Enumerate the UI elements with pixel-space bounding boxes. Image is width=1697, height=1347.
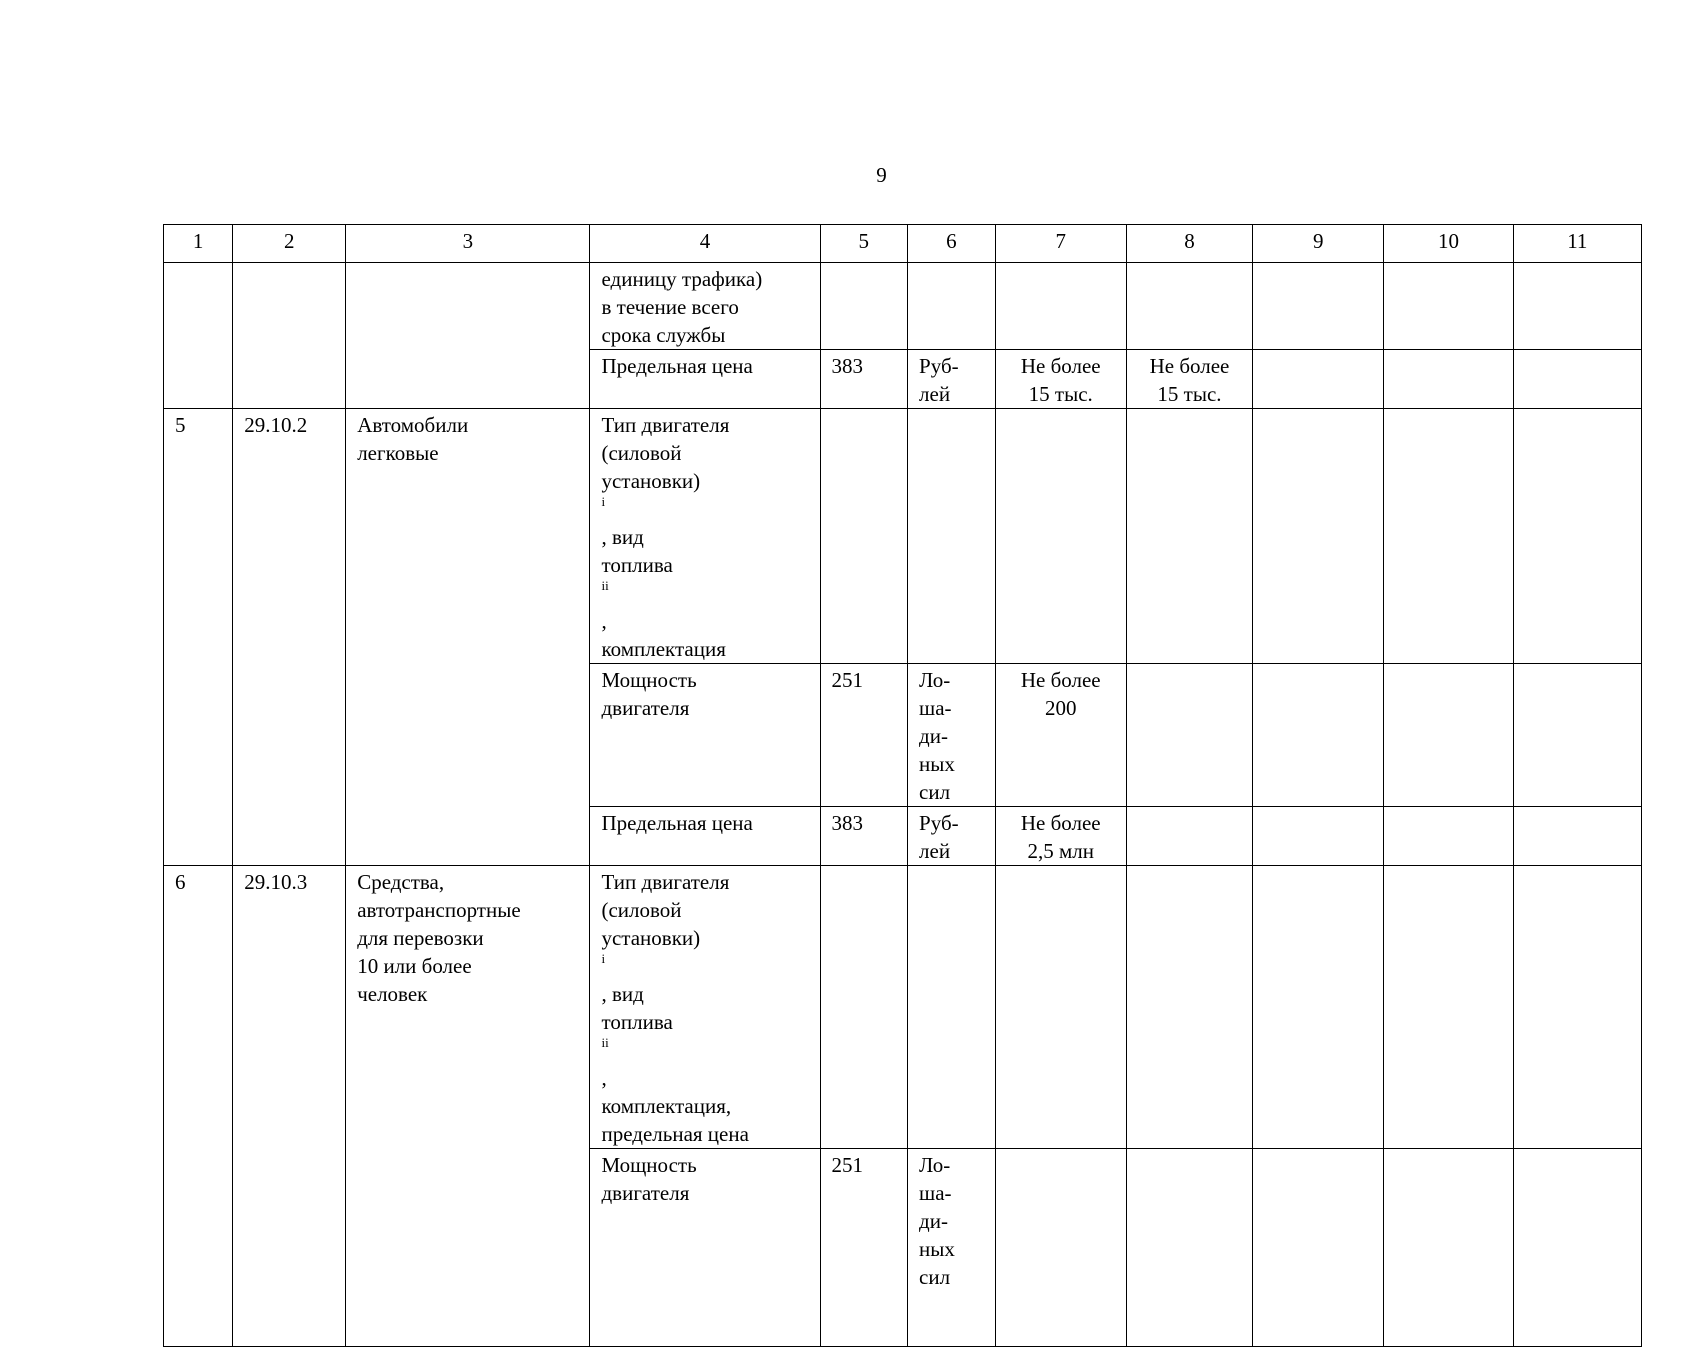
- product-name-cell: Средства, автотранспортные для перевозки 10 или более человек: [346, 866, 590, 1347]
- table-cell: [908, 263, 996, 350]
- header-cell: 4: [590, 225, 820, 263]
- header-cell: 2: [233, 225, 346, 263]
- table-cell: [164, 263, 233, 409]
- table-cell: [908, 409, 996, 664]
- table-cell: [1126, 664, 1252, 807]
- okei-code-cell: 383: [820, 807, 908, 866]
- unit-cell: Ло- ша- ди- ных сил: [908, 664, 996, 807]
- value-cell: Не более 2,5 млн: [995, 807, 1126, 866]
- header-cell: 3: [346, 225, 590, 263]
- table-cell: [1384, 409, 1513, 664]
- unit-cell: Руб- лей: [908, 350, 996, 409]
- table-cell: [1513, 866, 1641, 1149]
- table-cell: [1384, 807, 1513, 866]
- characteristic-cell: Тип двигателя (силовой установки) $^i$ , вид топлива $^{ii}$ , комплектация, предельная цена: [590, 866, 820, 1149]
- characteristic-cell: единицу трафика) в течение всего срока службы: [590, 263, 820, 350]
- table-cell: [1253, 866, 1384, 1149]
- header-cell: 6: [908, 225, 996, 263]
- table-row: [164, 409, 1642, 664]
- table-cell: [1513, 664, 1641, 807]
- header-cell: 7: [995, 225, 1126, 263]
- table-cell: [1513, 807, 1641, 866]
- table-row: [164, 263, 1642, 350]
- characteristic-cell: Предельная цена: [590, 350, 820, 409]
- header-cell: 11: [1513, 225, 1641, 263]
- header-cell: 1: [164, 225, 233, 263]
- value-cell: Не более 200: [995, 664, 1126, 807]
- value-cell: Не более 15 тыс.: [995, 350, 1126, 409]
- table-cell: [1253, 1149, 1384, 1347]
- value-cell: Не более 15 тыс.: [1126, 350, 1252, 409]
- table-cell: [1253, 350, 1384, 409]
- table-cell: [1253, 263, 1384, 350]
- characteristic-cell: Мощность двигателя: [590, 1149, 820, 1347]
- table-cell: [1126, 1149, 1252, 1347]
- okei-code-cell: 251: [820, 1149, 908, 1347]
- okei-code-cell: 251: [820, 664, 908, 807]
- okei-code-cell: 383: [820, 350, 908, 409]
- table-cell: [995, 866, 1126, 1149]
- table-cell: [1253, 409, 1384, 664]
- table-cell: [820, 409, 908, 664]
- table-cell: [820, 263, 908, 350]
- table-cell: [820, 866, 908, 1149]
- table-cell: [1513, 1149, 1641, 1347]
- table-cell: [1513, 350, 1641, 409]
- table-cell: [995, 409, 1126, 664]
- page-number: 9: [876, 163, 887, 187]
- table-cell: [995, 1149, 1126, 1347]
- table-row: [164, 866, 1642, 1149]
- table-cell: [1126, 409, 1252, 664]
- code-cell: 29.10.3: [233, 866, 346, 1347]
- unit-cell: Руб- лей: [908, 807, 996, 866]
- row-number-cell: 6: [164, 866, 233, 1347]
- header-cell: 5: [820, 225, 908, 263]
- table-cell: [1126, 807, 1252, 866]
- code-cell: 29.10.2: [233, 409, 346, 866]
- characteristic-cell: Предельная цена: [590, 807, 820, 866]
- table-cell: [1513, 263, 1641, 350]
- table-cell: [1384, 1149, 1513, 1347]
- product-name-cell: Автомобили легковые: [346, 409, 590, 866]
- table-header-row: [164, 225, 1642, 263]
- table-cell: [1384, 866, 1513, 1149]
- table-cell: [1384, 350, 1513, 409]
- header-cell: 8: [1126, 225, 1252, 263]
- table-cell: [995, 263, 1126, 350]
- table-cell: [908, 866, 996, 1149]
- table-cell: [1253, 664, 1384, 807]
- characteristic-cell: Мощность двигателя: [590, 664, 820, 807]
- table-cell: [1126, 263, 1252, 350]
- table-cell: [1253, 807, 1384, 866]
- table-cell: [233, 263, 346, 409]
- table-cell: [1126, 866, 1252, 1149]
- table-cell: [1384, 664, 1513, 807]
- characteristic-cell: Тип двигателя (силовой установки) $^i$ , вид топлива $^{ii}$ , комплектация: [590, 409, 820, 664]
- characteristics-table: [163, 224, 1642, 1347]
- row-number-cell: 5: [164, 409, 233, 866]
- header-cell: 9: [1253, 225, 1384, 263]
- table-cell: [1513, 409, 1641, 664]
- table-cell: [346, 263, 590, 409]
- unit-cell: Ло- ша- ди- ных сил: [908, 1149, 996, 1347]
- table-cell: [1384, 263, 1513, 350]
- header-cell: 10: [1384, 225, 1513, 263]
